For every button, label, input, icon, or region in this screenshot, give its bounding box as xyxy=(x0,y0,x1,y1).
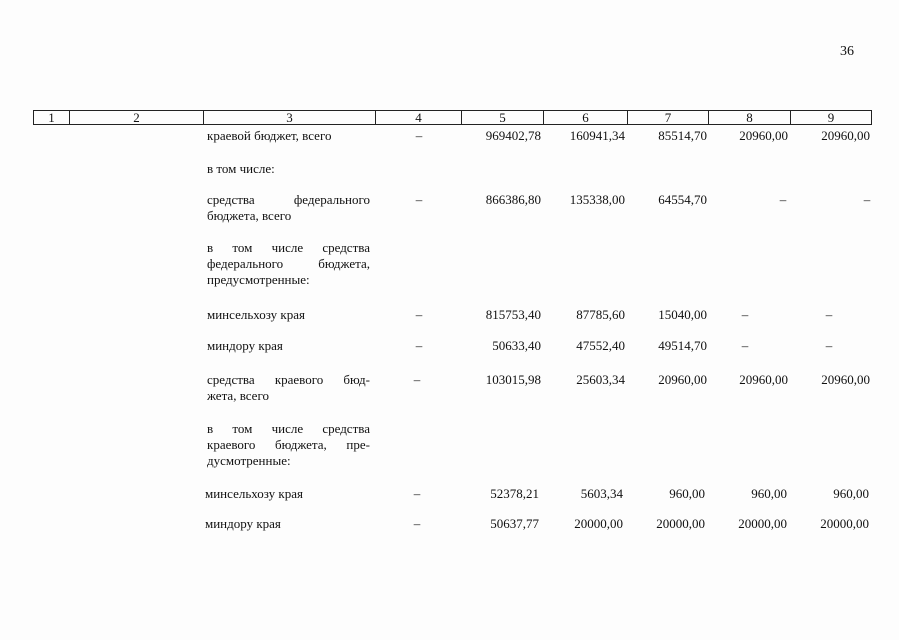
col9-value: – xyxy=(825,338,833,353)
col8-value: – xyxy=(741,307,749,322)
col7-value: 20000,00 xyxy=(656,516,705,531)
col5-value: 50633,40 xyxy=(492,338,541,353)
row-description: в том числе средства xyxy=(207,421,370,436)
header-col-6: 6 xyxy=(544,111,628,125)
col5-value: 969402,78 xyxy=(485,128,541,143)
column-number-header xyxy=(33,110,872,125)
col4-value: – xyxy=(415,192,423,207)
col8-value: – xyxy=(779,192,787,207)
col4-value: – xyxy=(413,516,421,531)
header-col-5: 5 xyxy=(462,111,544,125)
col6-value: 20000,00 xyxy=(574,516,623,531)
col6-value: 25603,34 xyxy=(576,372,625,387)
col8-value: – xyxy=(741,338,749,353)
row-description-line: предусмотренные: xyxy=(207,272,310,287)
row-description: минсельхозу края xyxy=(205,486,303,501)
col9-value: – xyxy=(825,307,833,322)
header-col-4: 4 xyxy=(376,111,462,125)
row-description: миндору края xyxy=(207,338,283,353)
col4-value: – xyxy=(413,486,421,501)
col4-value: – xyxy=(413,372,421,387)
col6-value: 5603,34 xyxy=(580,486,623,501)
col9-value: 20960,00 xyxy=(821,372,870,387)
col8-value: 20000,00 xyxy=(738,516,787,531)
col8-value: 20960,00 xyxy=(739,372,788,387)
row-description: средства краевого бюд- xyxy=(207,372,370,387)
col6-value: 87785,60 xyxy=(576,307,625,322)
row-description: минсельхозу края xyxy=(207,307,305,322)
col6-value: 160941,34 xyxy=(569,128,625,143)
row-description-line: бюджета, всего xyxy=(207,208,292,223)
col7-value: 85514,70 xyxy=(658,128,707,143)
col5-value: 866386,80 xyxy=(485,192,541,207)
row-description: в том числе средства xyxy=(207,240,370,255)
col7-value: 15040,00 xyxy=(658,307,707,322)
col5-value: 50637,77 xyxy=(490,516,539,531)
header-col-8: 8 xyxy=(709,111,791,125)
col7-value: 64554,70 xyxy=(658,192,707,207)
col8-value: 960,00 xyxy=(751,486,787,501)
header-col-2: 2 xyxy=(70,111,204,125)
col7-value: 20960,00 xyxy=(658,372,707,387)
col9-value: 960,00 xyxy=(833,486,869,501)
col6-value: 135338,00 xyxy=(569,192,625,207)
col5-value: 815753,40 xyxy=(485,307,541,322)
col7-value: 960,00 xyxy=(669,486,705,501)
col4-value: – xyxy=(415,338,423,353)
row-description: краевой бюджет, всего xyxy=(207,128,332,143)
header-col-9: 9 xyxy=(791,111,872,125)
col9-value: 20000,00 xyxy=(820,516,869,531)
col4-value: – xyxy=(415,307,423,322)
col5-value: 52378,21 xyxy=(490,486,539,501)
page-number: 36 xyxy=(840,44,854,59)
col6-value: 47552,40 xyxy=(576,338,625,353)
header-col-3: 3 xyxy=(204,111,376,125)
row-description: средства федерального xyxy=(207,192,370,207)
row-description-line: дусмотренные: xyxy=(207,453,291,468)
col7-value: 49514,70 xyxy=(658,338,707,353)
col9-value: – xyxy=(863,192,871,207)
col8-value: 20960,00 xyxy=(739,128,788,143)
row-description: в том числе: xyxy=(207,161,275,176)
row-description-line: краевого бюджета, пре- xyxy=(207,437,370,452)
header-col-1: 1 xyxy=(34,111,70,125)
row-description-line: федерального бюджета, xyxy=(207,256,370,271)
col4-value: – xyxy=(415,128,423,143)
col9-value: 20960,00 xyxy=(821,128,870,143)
row-description: миндору края xyxy=(205,516,281,531)
col5-value: 103015,98 xyxy=(485,372,541,387)
row-description-line: жета, всего xyxy=(207,388,269,403)
header-col-7: 7 xyxy=(628,111,709,125)
